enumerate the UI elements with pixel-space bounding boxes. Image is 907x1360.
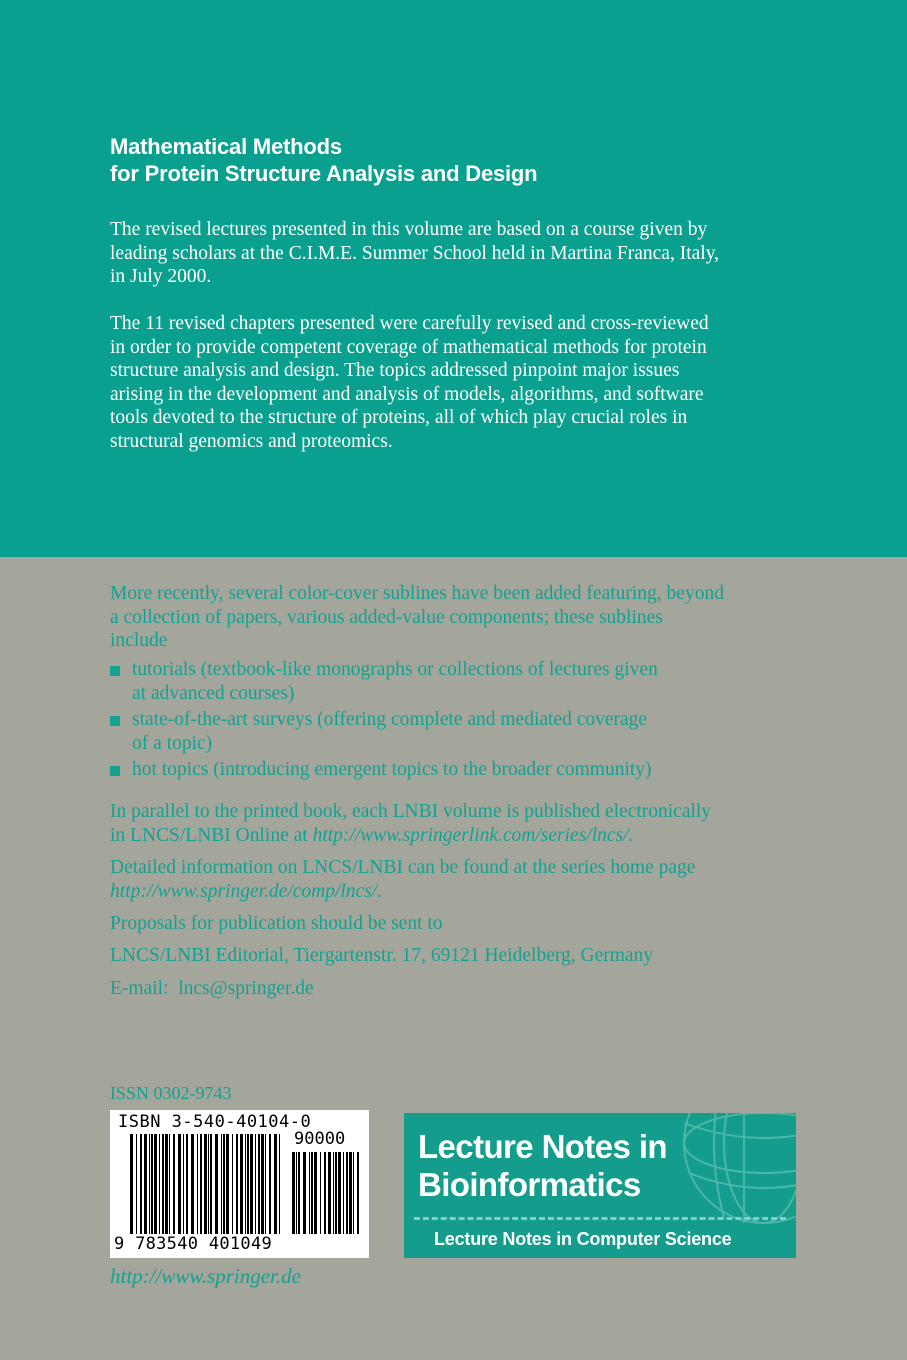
description-paragraph-2: [110, 312, 800, 453]
text-line: in July 2000.: [110, 266, 212, 287]
text-line: arising in the development and analysis of models, algorithms, and software: [110, 383, 704, 405]
bullet-square-icon: [110, 666, 120, 676]
logo-title-line2: Bioinformatics: [418, 1166, 641, 1203]
barcode-bar: [303, 1152, 306, 1234]
barcode-bar: [250, 1134, 253, 1234]
barcode-bar: [208, 1134, 209, 1234]
text-line: Detailed information on LNCS/LNBI can be found at the series home page: [110, 857, 696, 878]
barcode-bar: [215, 1134, 218, 1234]
barcode-bar: [221, 1134, 222, 1234]
barcode-bar: [154, 1134, 157, 1234]
barcode-bar: [136, 1134, 137, 1234]
email-line: [110, 977, 798, 1001]
barcode-bar: [165, 1134, 168, 1234]
barcode-bar: [223, 1134, 225, 1234]
barcode-bar: [183, 1134, 184, 1234]
text-line: The revised lectures presented in this volume are based on a course given by: [110, 219, 708, 240]
text-line: leading scholars at the C.I.M.E. Summer School held in Martina Franca, Italy,: [110, 242, 720, 264]
series-homepage-url[interactable]: http://www.springer.de/comp/lncs/.: [110, 880, 383, 902]
text-line: [110, 824, 798, 848]
proposals-text: Proposals for publication should be sent to: [110, 913, 443, 934]
series-logo: [404, 1113, 796, 1258]
series-intro: [110, 582, 798, 653]
book-title-line2: for Protein Structure Analysis and Design: [110, 161, 538, 186]
barcode-bar: [197, 1134, 198, 1234]
barcode-bar: [240, 1134, 243, 1234]
barcode-bar: [255, 1134, 256, 1234]
barcode-bar: [162, 1134, 164, 1234]
price-code: 90000: [294, 1129, 346, 1149]
barcode-bar: [279, 1134, 280, 1234]
homepage-info: [110, 856, 798, 903]
top-panel: [0, 0, 907, 557]
barcode-bar: [245, 1134, 246, 1234]
barcode-bar: [130, 1134, 133, 1234]
barcode-bar: [261, 1134, 264, 1234]
barcode-bar: [292, 1152, 295, 1234]
springerlink-url[interactable]: http://www.springerlink.com/series/lncs/.: [312, 824, 634, 846]
barcode-bar: [191, 1134, 194, 1234]
bullet-text: hot topics (introducing emergent topics to the broader community): [132, 759, 652, 780]
text-line: structure analysis and design. The topics addressed pinpoint major issues: [110, 360, 680, 381]
logo-title-line1: Lecture Notes in: [418, 1128, 667, 1165]
barcode-bar: [320, 1152, 321, 1234]
barcode-bar: [328, 1152, 331, 1234]
isbn-label: ISBN 3-540-40104-0: [118, 1112, 312, 1132]
barcode-bar: [324, 1152, 326, 1234]
barcode-bar: [314, 1152, 317, 1234]
bullet-square-icon: [110, 766, 120, 776]
text-line: include: [110, 630, 168, 651]
barcode-bar: [258, 1134, 260, 1234]
text-line: in order to provide competent coverage of mathematical methods for protein: [110, 336, 707, 358]
barcode-bar: [140, 1134, 142, 1234]
barcode-bar: [247, 1134, 249, 1234]
book-title: [110, 133, 537, 187]
logo-subline: Lecture Notes in Computer Science: [434, 1229, 732, 1249]
description-paragraph-1: [110, 218, 800, 289]
barcode-bar: [349, 1152, 352, 1234]
barcode-bar: [357, 1152, 359, 1234]
barcode-bar: [204, 1134, 207, 1234]
text-line: tools devoted to the structure of proteins, all of which play crucial roles in: [110, 407, 688, 428]
publisher-url[interactable]: http://www.springer.de: [110, 1264, 301, 1288]
bullet-square-icon: [110, 716, 120, 726]
barcode-bar: [149, 1134, 150, 1234]
barcode-bar: [169, 1134, 170, 1234]
bullet-text: tutorials (textbook-like monographs or collections of lectures given: [132, 659, 658, 680]
barcode-bar: [173, 1134, 175, 1234]
text-fragment: in LNCS/LNBI Online at: [110, 824, 313, 846]
email-label: E-mail:: [110, 978, 169, 999]
barcode-bar: [343, 1152, 344, 1234]
barcode-bar: [236, 1134, 238, 1234]
barcode-bar: [144, 1134, 147, 1234]
barcode-bar: [178, 1134, 181, 1234]
barcode-bar: [338, 1152, 341, 1234]
editorial-address: LNCS/LNBI Editorial, Tiergartenstr. 17, 69121 Heidelberg, Germany: [110, 945, 654, 966]
barcode-bar: [335, 1152, 337, 1234]
barcode-bar: [333, 1152, 334, 1234]
barcode-bar: [274, 1134, 277, 1234]
text-line: In parallel to the printed book, each LNBI volume is published electronically: [110, 801, 712, 822]
barcode-bar: [232, 1134, 233, 1234]
barcode-bar: [265, 1134, 266, 1234]
bullet-text: of a topic): [132, 732, 213, 754]
isbn-barcode: [110, 1110, 369, 1258]
logo-divider: [414, 1217, 786, 1220]
book-title-line1: Mathematical Methods: [110, 134, 342, 159]
bullet-text: at advanced courses): [132, 682, 295, 704]
barcode-bar: [186, 1134, 188, 1234]
text-line: a collection of papers, various added-value components; these sublines: [110, 606, 663, 628]
barcode-bar: [226, 1134, 229, 1234]
barcode-bar: [353, 1152, 354, 1234]
barcode-bar: [296, 1152, 297, 1234]
barcode-bar: [298, 1152, 300, 1234]
barcode-bar: [269, 1134, 271, 1234]
barcode-bar: [311, 1152, 313, 1234]
text-line: More recently, several color-cover sublines have been added featuring, beyond: [110, 583, 724, 604]
text-line: The 11 revised chapters presented were carefully revised and cross-reviewed: [110, 313, 709, 334]
online-info: [110, 800, 798, 847]
bullet-text: state-of-the-art surveys (offering complete and mediated coverage: [132, 709, 648, 730]
barcode-bar: [151, 1134, 153, 1234]
barcode-bar: [210, 1134, 212, 1234]
barcode-bar: [309, 1152, 310, 1234]
issn-number: ISSN 0302-9743: [110, 1083, 232, 1103]
ean-digits: 9 783540 401049: [114, 1234, 273, 1254]
barcode-bar: [346, 1152, 348, 1234]
barcode-bar: [200, 1134, 202, 1234]
email-address[interactable]: lncs@springer.de: [178, 978, 314, 999]
barcode-bar: [159, 1134, 160, 1234]
text-line: structural genomics and proteomics.: [110, 430, 393, 452]
